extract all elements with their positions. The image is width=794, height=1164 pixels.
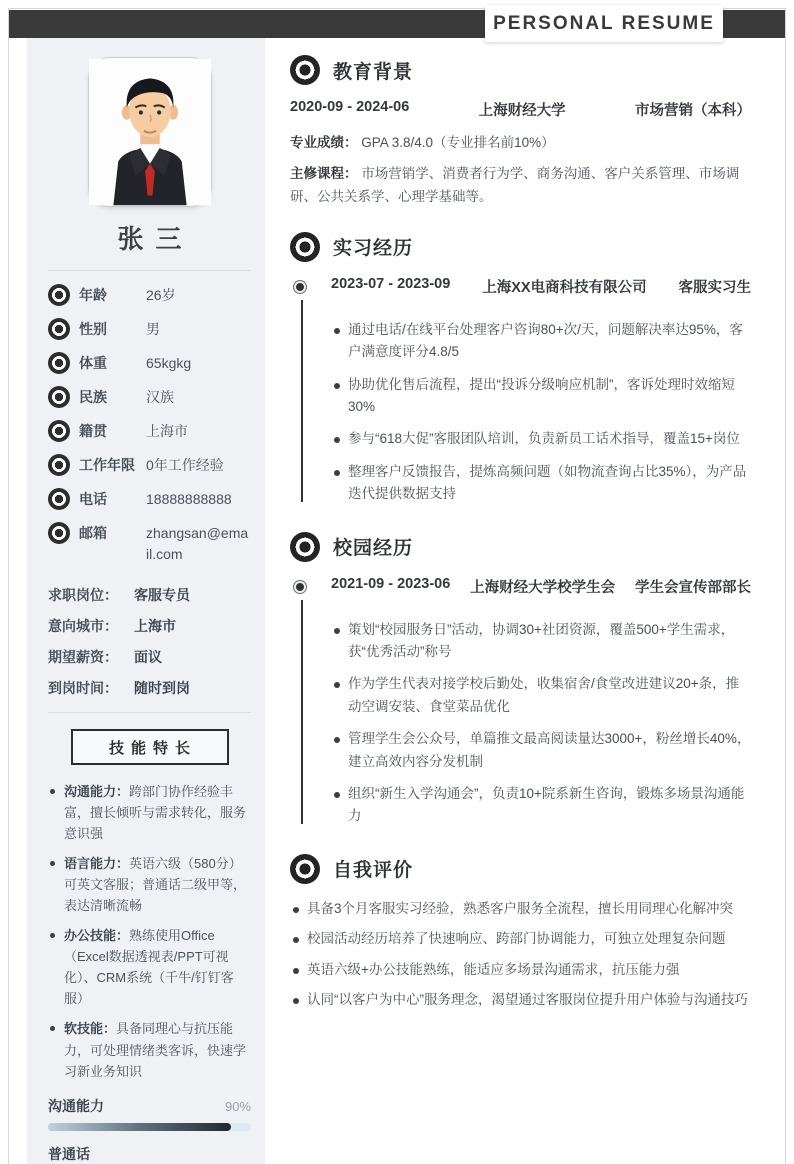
skill-text: 英语六级（580分）可英文客服；普通话二级甲等，表达清晰流畅 xyxy=(64,856,247,914)
campus-organization: 上海财经大学校学生会 xyxy=(470,579,616,596)
campus-bullet: 管理学生会公众号，单篇推文最高阅读量达3000+，粉丝增长40%，建立高效内容分发机制 xyxy=(331,728,751,773)
timeline-dot-icon xyxy=(294,281,306,293)
info-row-ethnicity xyxy=(48,387,251,408)
internship-bullet-list xyxy=(331,319,751,506)
info-value: 26岁 xyxy=(146,287,176,303)
campus-entry xyxy=(290,576,751,828)
info-label: 性别 xyxy=(79,321,107,337)
timeline-dot-icon xyxy=(294,581,306,593)
candidate-name: 张三 xyxy=(117,224,194,254)
section-campus xyxy=(290,532,751,828)
gpa-value: GPA 3.8/4.0（专业排名前10%） xyxy=(361,135,555,150)
skills-section-title: 技能特长 xyxy=(71,729,229,765)
intention-value: 上海市 xyxy=(134,618,176,634)
skill-bar-label: 普通话 xyxy=(48,1145,90,1162)
skill-item-soft xyxy=(48,1018,251,1081)
info-value: 上海市 xyxy=(146,423,188,439)
section-internship xyxy=(290,232,751,506)
skill-bar-clipped xyxy=(48,1144,251,1164)
internship-period: 2023-07 - 2023-09 xyxy=(331,275,451,292)
internship-role: 客服实习生 xyxy=(678,279,751,296)
campus-entry-head xyxy=(331,576,751,597)
info-row-age xyxy=(48,285,251,306)
internship-company: 上海XX电商科技有限公司 xyxy=(482,279,647,296)
bullet-donut-icon xyxy=(48,420,70,442)
main-column xyxy=(265,9,785,1012)
divider xyxy=(48,270,251,271)
intention-row-position xyxy=(48,585,251,605)
skill-item-office xyxy=(48,925,251,1009)
education-entry-head xyxy=(290,99,751,120)
education-header xyxy=(290,55,751,85)
self-eval-bullet: 认同“以客户为中心”服务理念，渴望通过客服岗位提升用户体验与沟通技巧 xyxy=(290,989,751,1011)
timeline-line xyxy=(301,300,303,502)
basic-info-list xyxy=(48,285,251,565)
bullet-donut-icon xyxy=(48,318,70,340)
info-row-gender xyxy=(48,319,251,340)
info-label: 年龄 xyxy=(79,287,107,303)
info-label: 籍贯 xyxy=(79,423,107,439)
skill-label: 语言能力： xyxy=(64,856,130,872)
internship-bullet: 通过电话/在线平台处理客户咨询80+次/天，问题解决率达95%，客户满意度评分4.8/5 xyxy=(331,319,751,364)
info-label: 电话 xyxy=(79,491,107,507)
info-value: zhangsan@email.com xyxy=(146,525,249,562)
skill-bar-fill xyxy=(48,1123,231,1131)
skill-bar-communication xyxy=(48,1096,251,1131)
intention-row-city xyxy=(48,616,251,636)
skill-item-communication xyxy=(48,781,251,844)
bullet-donut-icon xyxy=(48,488,70,510)
bullet-donut-icon xyxy=(48,522,70,544)
info-row-phone xyxy=(48,489,251,510)
top-banner xyxy=(9,10,785,38)
internship-bullet: 参与“618大促”客服团队培训，负责新员工话术指导，覆盖15+岗位 xyxy=(331,428,751,450)
bullet-donut-icon xyxy=(48,386,70,408)
intention-label: 期望薪资： xyxy=(48,649,118,665)
intention-value: 面议 xyxy=(134,649,162,665)
skill-label: 软技能： xyxy=(64,1021,117,1037)
courses-label: 主修课程： xyxy=(290,166,358,182)
skills-list xyxy=(48,781,251,1082)
info-row-weight xyxy=(48,353,251,374)
skill-bar-label: 沟通能力 xyxy=(48,1097,104,1114)
internship-bullet: 协助优化售后流程，提出“投诉分级响应机制”，客诉处理时效缩短30% xyxy=(331,374,751,419)
section-title: 校园经历 xyxy=(333,538,414,560)
courses-value: 市场营销学、消费者行为学、商务沟通、客户关系管理、市场调研、公共关系学、心理学基础等。 xyxy=(290,166,740,204)
campus-period: 2021-09 - 2023-06 xyxy=(331,575,451,592)
avatar xyxy=(88,57,212,207)
internship-entry-head xyxy=(331,276,751,297)
education-gpa-line xyxy=(290,132,751,154)
skill-text: 具备同理心与抗压能力，可处理情绪类客诉，快速学习新业务知识 xyxy=(64,1021,247,1079)
resume-page xyxy=(8,8,786,1164)
self-eval-bullet: 具备3个月客服实习经验，熟悉客户服务全流程，擅长用同理心化解冲突 xyxy=(290,898,751,920)
skill-bar-track xyxy=(48,1123,251,1131)
self-eval-header xyxy=(290,854,751,884)
skill-bar-head xyxy=(48,1144,251,1164)
education-major: 市场营销（本科） xyxy=(635,103,751,119)
section-donut-icon xyxy=(290,55,320,85)
section-donut-icon xyxy=(290,232,320,262)
bullet-donut-icon xyxy=(48,454,70,476)
education-courses-line xyxy=(290,163,751,208)
education-period: 2020-09 - 2024-06 xyxy=(290,99,410,115)
self-eval-bullet: 校园活动经历培养了快速响应、跨部门协调能力，可独立处理复杂问题 xyxy=(290,928,751,950)
self-eval-bullet: 英语六级+办公技能熟练，能适应多场景沟通需求，抗压能力强 xyxy=(290,959,751,981)
campus-role: 学生会宣传部部长 xyxy=(635,579,751,596)
info-value: 男 xyxy=(146,321,160,337)
skill-item-language xyxy=(48,853,251,916)
section-self-evaluation xyxy=(290,854,751,1012)
info-label: 工作年限 xyxy=(79,457,135,473)
skill-bar-head xyxy=(48,1096,251,1116)
internship-entry xyxy=(290,276,751,506)
section-title: 自我评价 xyxy=(333,860,414,882)
job-intention-list xyxy=(48,585,251,698)
intention-value: 随时到岗 xyxy=(134,680,190,696)
internship-bullet: 整理客户反馈报告，提炼高频问题（如物流查询占比35%），为产品迭代提供数据支持 xyxy=(331,461,751,506)
internship-header xyxy=(290,232,751,262)
intention-label: 到岗时间： xyxy=(48,680,118,696)
info-row-email xyxy=(48,523,251,565)
intention-row-salary xyxy=(48,647,251,667)
info-label: 民族 xyxy=(79,389,107,405)
divider xyxy=(48,712,251,713)
gpa-label: 专业成绩： xyxy=(290,135,358,150)
campus-bullet-list xyxy=(331,619,751,828)
campus-header xyxy=(290,532,751,562)
section-education xyxy=(290,55,751,208)
info-value: 65kgkg xyxy=(146,355,192,371)
skill-text: 熟练使用Office（Excel数据透视表/PPT可视化）、CRM系统（千牛/钉钉客服） xyxy=(64,928,234,1007)
intention-label: 求职岗位： xyxy=(48,587,118,603)
info-row-hometown xyxy=(48,421,251,442)
self-eval-bullet-list xyxy=(290,898,751,1012)
intention-row-availability xyxy=(48,678,251,698)
info-label: 体重 xyxy=(79,355,107,371)
section-title: 实习经历 xyxy=(333,238,414,260)
bullet-donut-icon xyxy=(48,284,70,306)
intention-value: 客服专员 xyxy=(134,587,190,603)
section-donut-icon xyxy=(290,854,320,884)
campus-bullet: 作为学生代表对接学校后勤处，收集宿舍/食堂改进建议20+条，推动空调安装、食堂菜品优化 xyxy=(331,673,751,718)
avatar-illustration xyxy=(89,58,211,206)
info-value: 汉族 xyxy=(146,389,174,405)
banner-title: PERSONAL RESUME xyxy=(485,5,723,42)
campus-bullet: 组织“新生入学沟通会”，负责10+院系新生咨询，锻炼多场景沟通能力 xyxy=(331,783,751,828)
intention-label: 意向城市： xyxy=(48,618,118,634)
timeline-line xyxy=(301,600,303,824)
info-row-experience xyxy=(48,455,251,476)
education-school: 上海财经大学 xyxy=(478,103,566,119)
section-title: 教育背景 xyxy=(333,61,414,83)
skill-label: 办公技能： xyxy=(64,928,130,944)
info-label: 邮箱 xyxy=(79,525,107,541)
campus-bullet: 策划“校园服务日”活动，协调30+社团资源，覆盖500+学生需求，获“优秀活动”称号 xyxy=(331,619,751,664)
section-donut-icon xyxy=(290,532,320,562)
skill-text: 跨部门协作经验丰富，擅长倾听与需求转化，服务意识强 xyxy=(64,784,247,842)
sidebar xyxy=(27,38,265,1164)
info-value: 18888888888 xyxy=(146,491,232,507)
info-value: 0年工作经验 xyxy=(146,457,224,473)
skill-label: 沟通能力： xyxy=(64,784,130,799)
bullet-donut-icon xyxy=(48,352,70,374)
skill-bar-percent: 90% xyxy=(224,1098,251,1114)
